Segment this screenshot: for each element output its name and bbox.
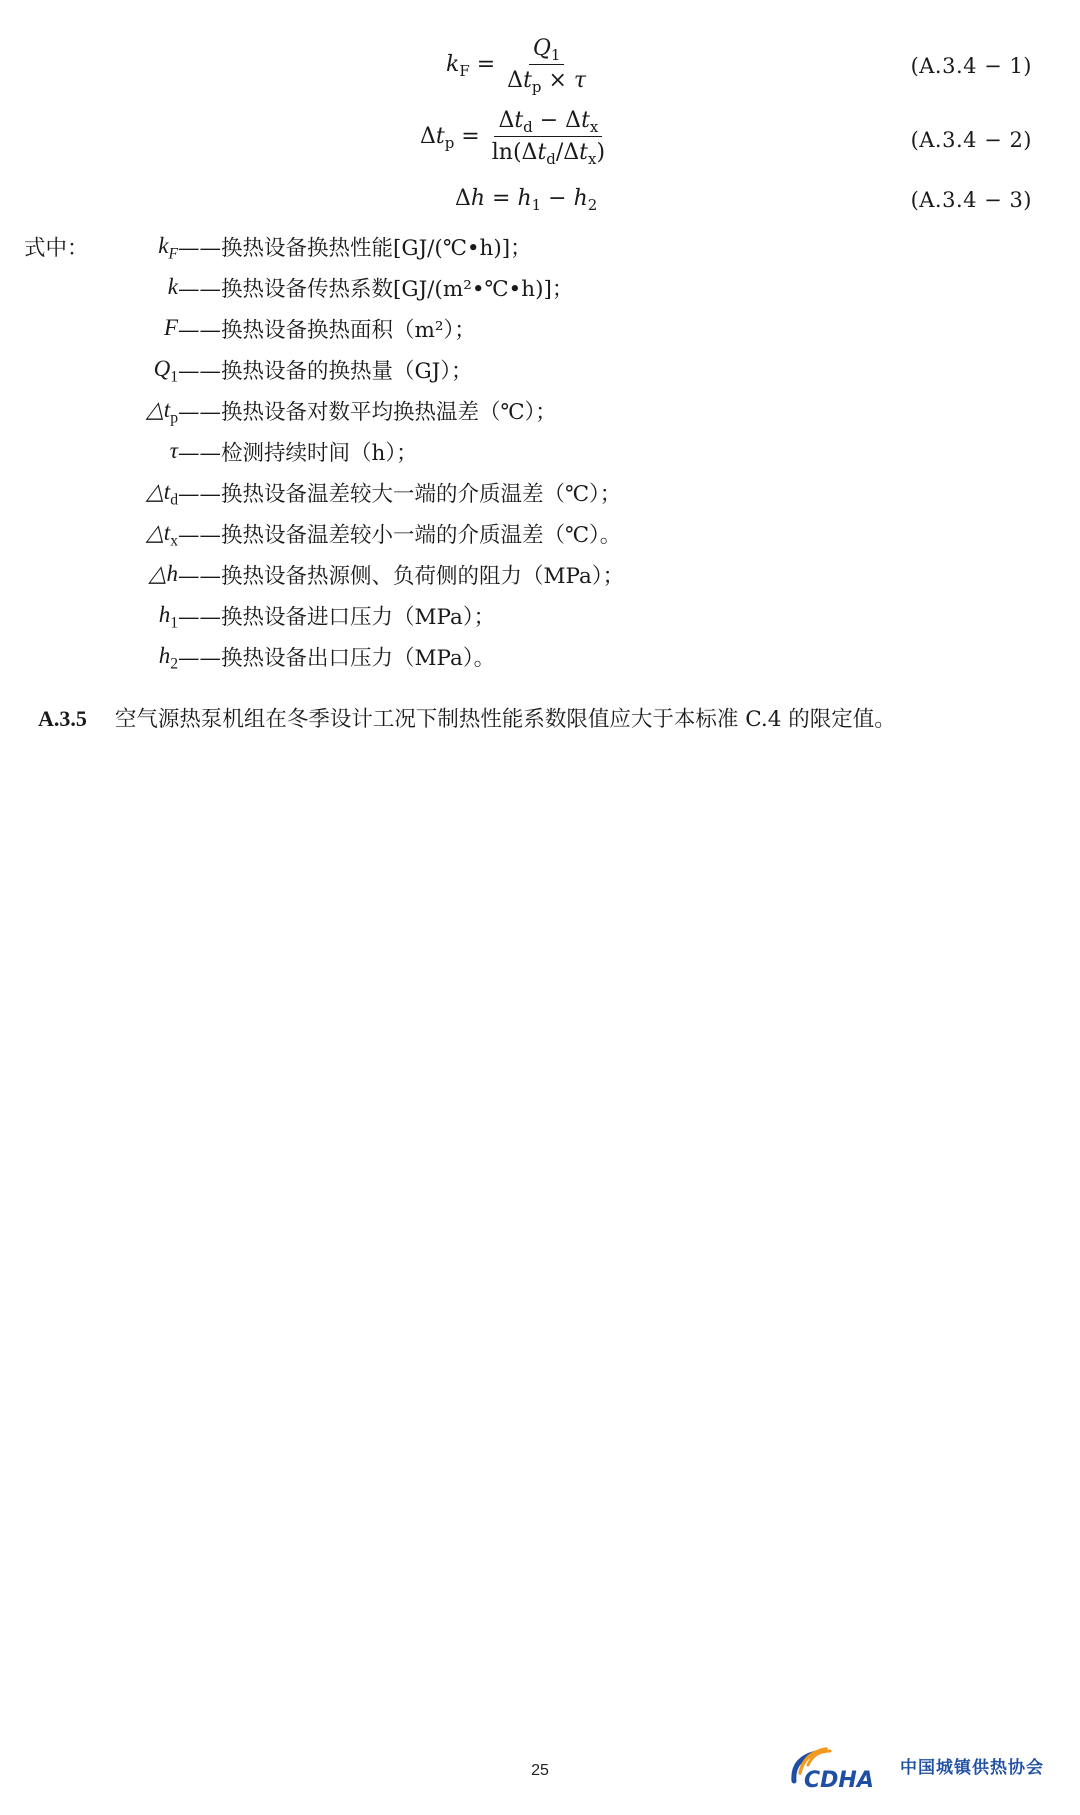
equation-body: [446, 36, 592, 97]
definition-symbol: $\triangle t_p$: [146, 397, 178, 427]
equation-expression: $\Delta h = h_1 - h_2$: [455, 186, 598, 215]
equation-number: (A.3.4 − 1): [910, 54, 1032, 78]
definition-row: [0, 474, 1080, 510]
definition-text: ——换热设备对数平均换热温差（℃）；: [178, 399, 557, 425]
equation-number: (A.3.4 − 3): [910, 188, 1032, 212]
clause-a-3-5: [38, 702, 896, 733]
definition-text: ——换热设备进口压力（MPa）；: [178, 604, 496, 630]
definition-text: ——换热设备传热系数[GJ/(m²•℃•h)]；: [178, 276, 574, 302]
equation-lhs: $\Delta t_p$ =: [420, 124, 480, 153]
definition-text: ——换热设备出口压力（MPa）。: [178, 645, 496, 671]
definition-row: [0, 392, 1080, 428]
clause-text: 空气源热泵机组在冬季设计工况下制热性能系数限值应大于本标准 C.4 的限定值。: [114, 707, 896, 732]
where-prefix: 式中：: [24, 235, 89, 261]
definition-text: ——换热设备温差较大一端的介质温差（℃）；: [178, 481, 622, 507]
definition-row: [0, 310, 1080, 346]
definition-row: [0, 269, 1080, 305]
definition-symbol: $\triangle t_x$: [146, 520, 178, 550]
logo-text: 中国城镇供热协会: [900, 1757, 1044, 1778]
equation-fraction: $\frac{\Delta t_d - \Delta t_x}{\ln(\Delta t_d/\Delta t_x)}$: [491, 108, 606, 169]
definition-symbol: $k_F$: [158, 233, 178, 263]
definition-row: [0, 433, 1080, 469]
definition-symbol: △h: [148, 561, 178, 586]
equation-a-3-4-2: [0, 108, 1080, 174]
definition-row: [0, 351, 1080, 387]
definition-text: ——换热设备换热面积（m²）；: [178, 317, 476, 343]
definition-symbol: τ: [169, 438, 178, 463]
definition-row: [0, 638, 1080, 674]
page-number: 25: [531, 1762, 549, 1779]
definition-text: ——换热设备的换热量（GJ）；: [178, 358, 473, 384]
equation-body: [455, 186, 598, 215]
definition-text: ——换热设备温差较小一端的介质温差（℃）。: [178, 522, 622, 548]
clause-number: A.3.5: [38, 706, 87, 731]
definition-text: ——换热设备热源侧、负荷侧的阻力（MPa）；: [178, 563, 625, 589]
equation-lhs: $k_F$ =: [446, 52, 496, 81]
definition-text: ——换热设备换热性能[GJ/(℃•h)]；: [178, 235, 532, 261]
association-logo: [786, 1735, 1062, 1795]
definition-symbol: $h_2$: [158, 643, 178, 673]
definition-row: [0, 515, 1080, 551]
definition-symbol: k: [167, 274, 178, 299]
definition-row: [0, 556, 1080, 592]
svg-text:CDHA: CDHA: [804, 1768, 874, 1793]
cdha-logo-icon: [786, 1737, 894, 1793]
definition-symbol: F: [163, 315, 178, 340]
equation-fraction: $\frac{Q_1}{\Delta t_p \times \tau}$: [507, 36, 587, 97]
definition-symbol: $h_1$: [158, 602, 178, 632]
definition-row: [0, 228, 1080, 264]
symbol-definitions: [0, 228, 1080, 678]
equation-number: (A.3.4 − 2): [910, 128, 1032, 152]
equation-a-3-4-1: [0, 36, 1080, 100]
equation-body: [420, 108, 611, 169]
definition-row: [0, 597, 1080, 633]
definition-symbol: $Q_1$: [153, 356, 178, 386]
definition-symbol: $\triangle t_d$: [146, 479, 178, 509]
equation-a-3-4-3: [0, 186, 1080, 220]
definition-text: ——检测持续时间（h）；: [178, 440, 418, 466]
